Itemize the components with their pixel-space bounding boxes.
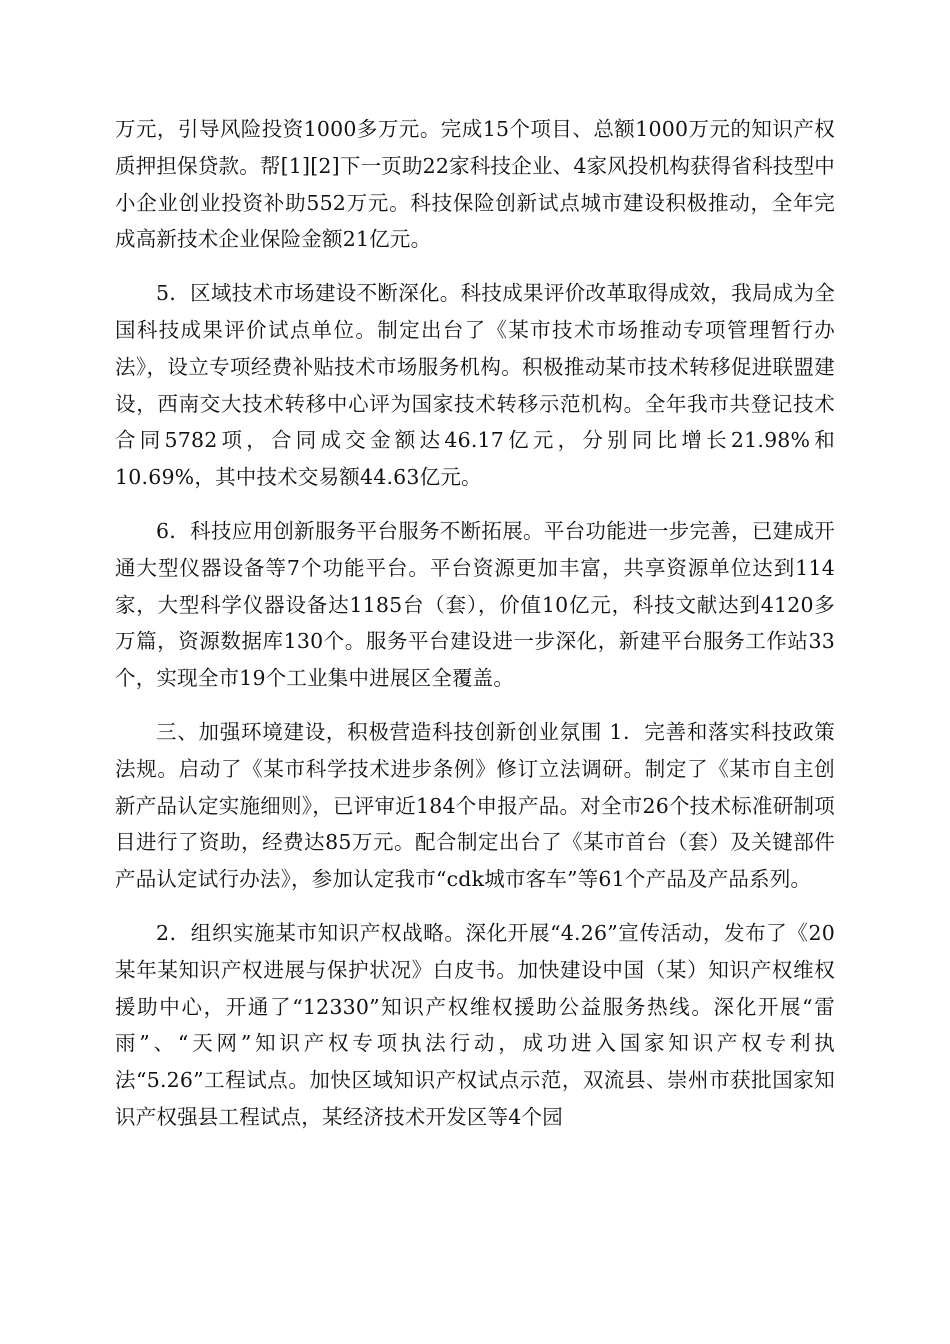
paragraph-environment-policy: 三、加强环境建设，积极营造科技创新创业氛围 1．完善和落实科技政策法规。启动了《某市科学技术进步条例》修订立法调研。制定了《某市自主创新产品认定实施细则》，已评审近184个申报产品。对全市26个技术标准研制项目进行了资助，经费达85万元。配合制定出台了《某市首台（套）及关键部件产品认定试行办法》，参加认定我市“cdk城市客车”等61个产品及产品系列。	[115, 719, 835, 892]
paragraph-intellectual-property: 2．组织实施某市知识产权战略。深化开展“4.26”宣传活动，发布了《20某年某知识产权进展与保护状况》白皮书。加快建设中国（某）知识产权维权援助中心，开通了“12330”知识产权维权援助公益服务热线。深化开展“雷雨”、“天网”知识产权专项执法行动，成功进入国家知识产权专利执法“5.26”工程试点。加快区域知识产权试点示范，双流县、崇州市获批国家知识产权强县工程试点，某经济技术开发区等4个园	[115, 920, 835, 1129]
paragraph-continuation: 万元，引导风险投资1000多万元。完成15个项目、总额1000万元的知识产权质押担保贷款。帮[1][2]下一页助22家科技企业、4家风投机构获得省科技型中小企业创业投资补助552万元。科技保险创新试点城市建设积极推动，全年完成高新技术企业保险金额21亿元。	[115, 117, 836, 252]
document-body	[115, 111, 835, 1136]
paragraph-service-platform: 6．科技应用创新服务平台服务不断拓展。平台功能进一步完善，已建成开通大型仪器设备等7个功能平台。平台资源更加丰富，共享资源单位达到114家，大型科学仪器设备达1185台（套），价值10亿元，科技文献达到4120多万篇，资源数据库130个。服务平台建设进一步深化，新建平台服务工作站33个，实现全市19个工业集中进展区全覆盖。	[115, 518, 835, 691]
paragraph-technology-market: 5．区域技术市场建设不断深化。科技成果评价改革取得成效，我局成为全国科技成果评价试点单位。制定出台了《某市技术市场推动专项管理暂行办法》，设立专项经费补贴技术市场服务机构。积极推动某市技术转移促进联盟建设，西南交大技术转移中心评为国家技术转移示范机构。全年我市共登记技术合同5782项，合同成交金额达46.17亿元，分别同比增长21.98%和10.69%，其中技术交易额44.63亿元。	[115, 281, 835, 490]
